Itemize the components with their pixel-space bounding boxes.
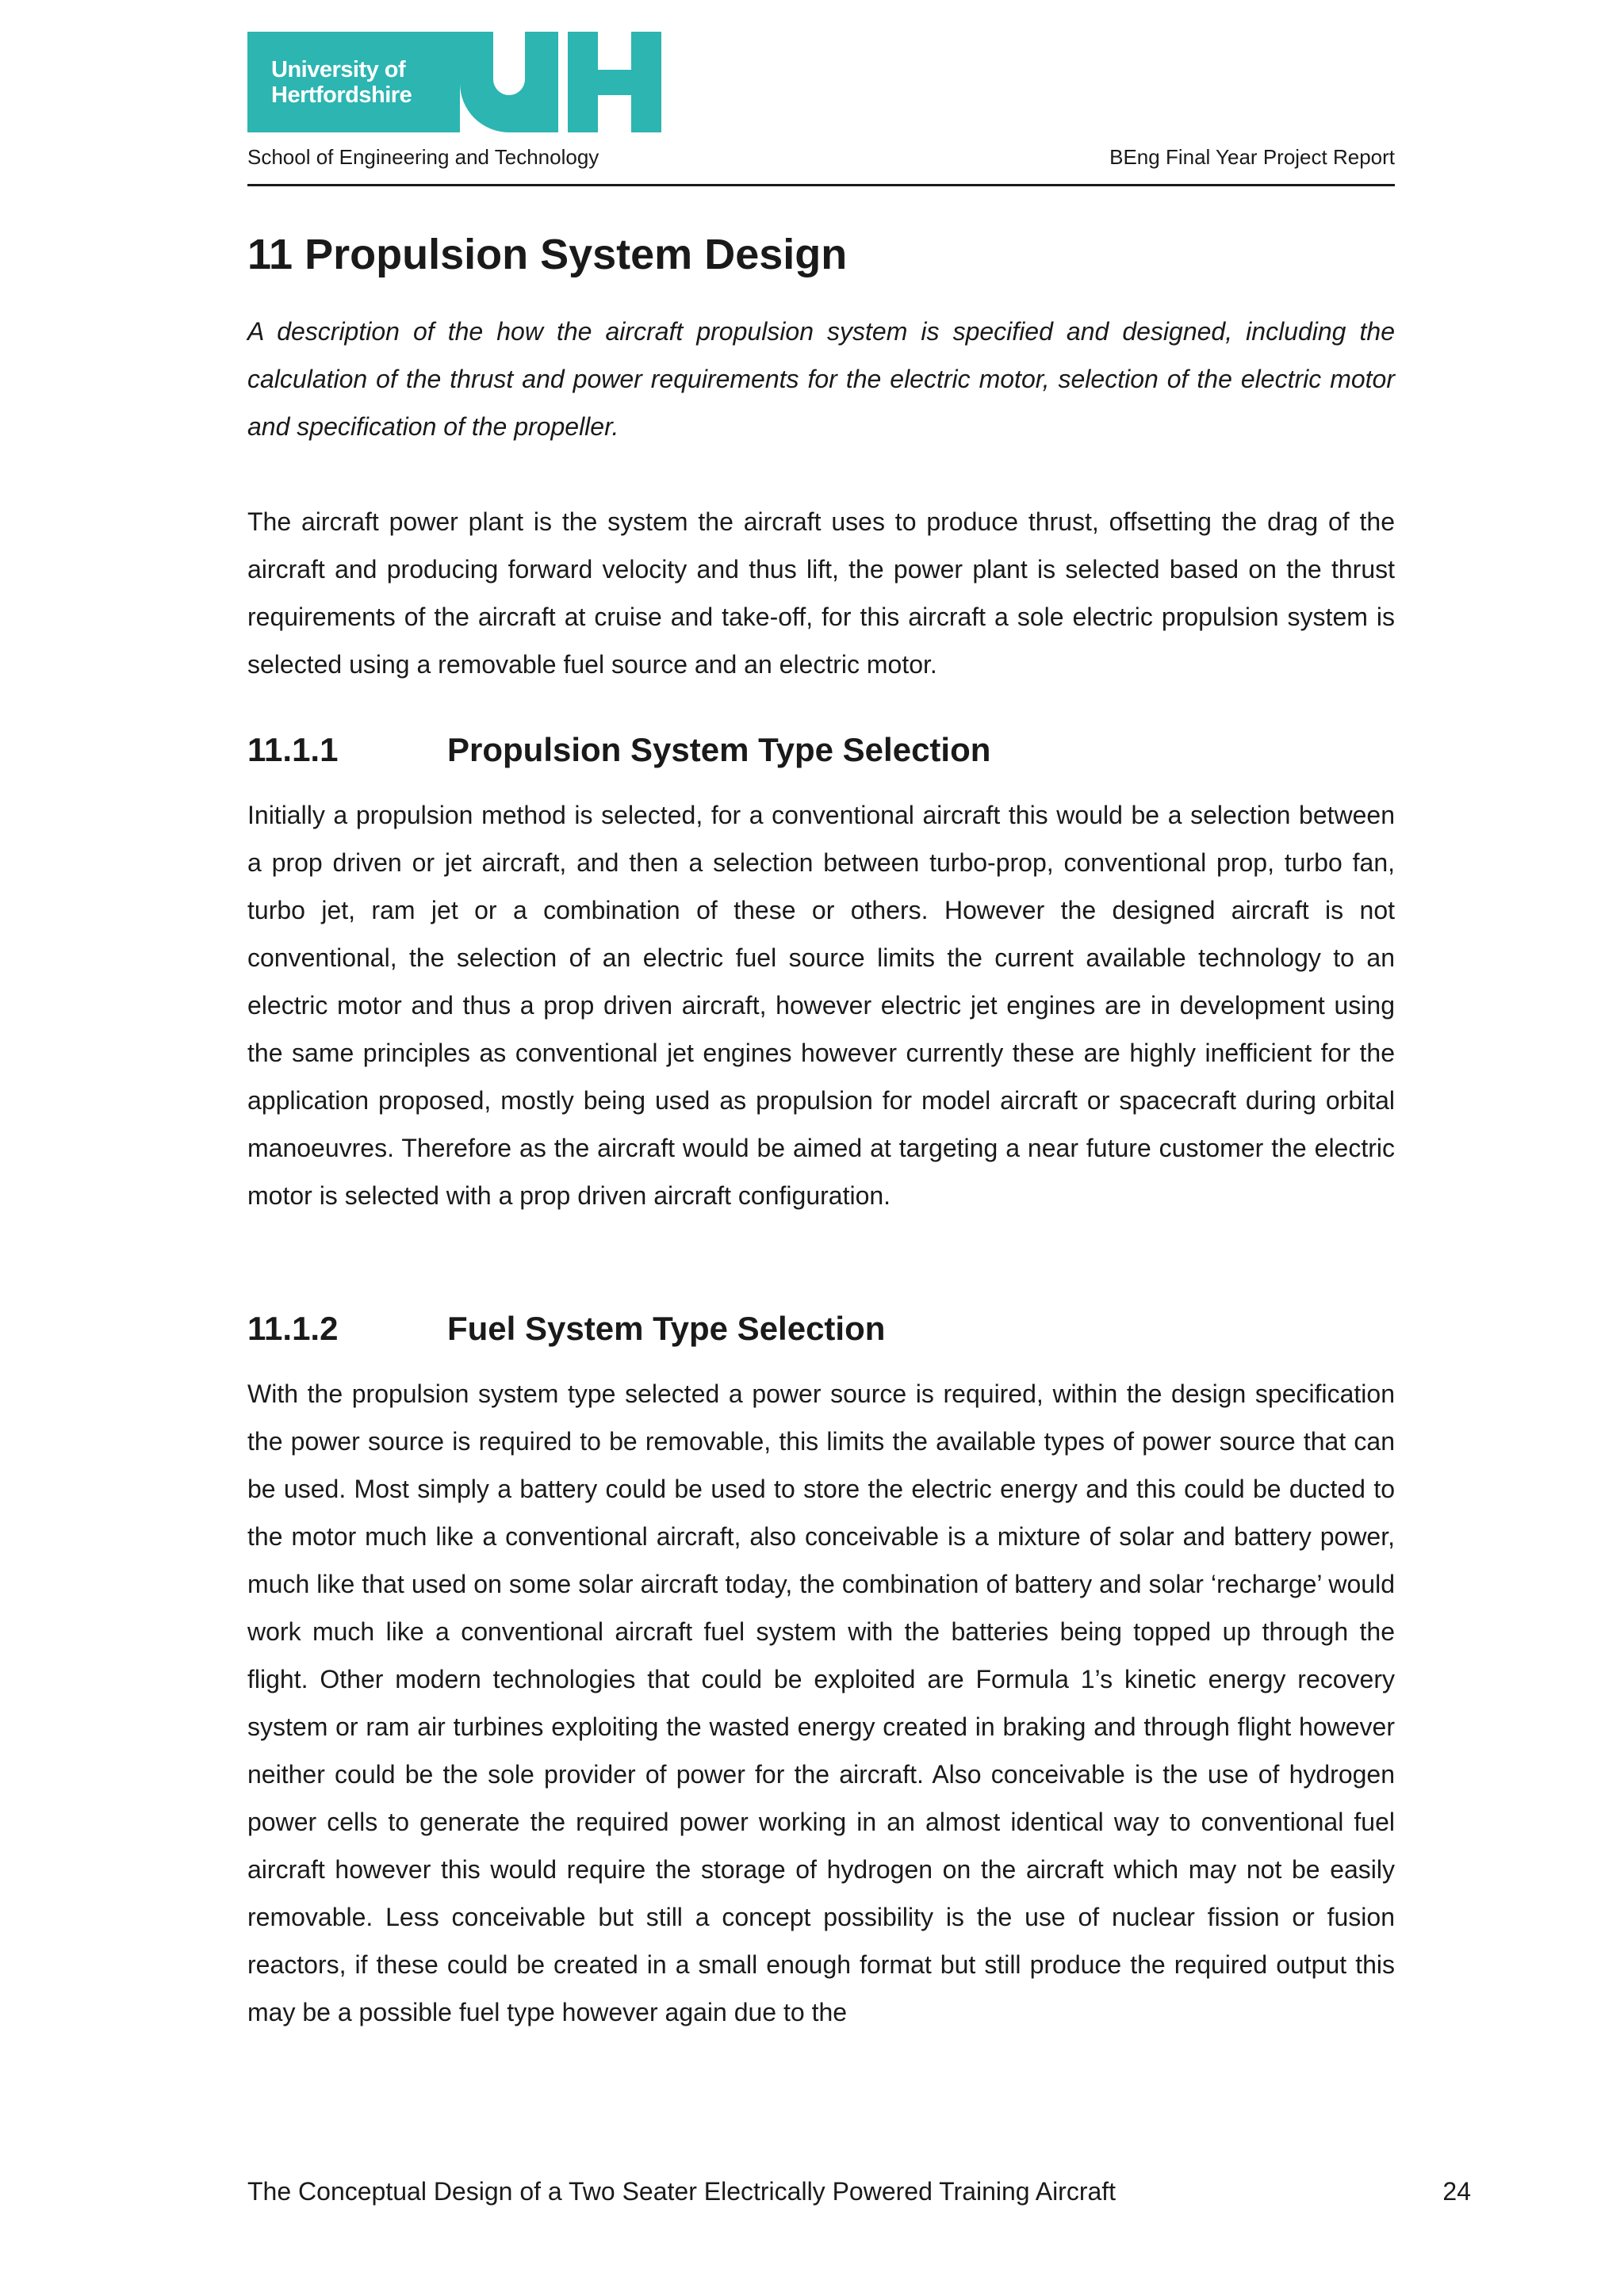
page-number: 24 <box>1442 2177 1471 2206</box>
section-title: Fuel System Type Selection <box>447 1310 886 1347</box>
section-heading-fuel-system <box>247 1307 885 1351</box>
logo-line-1: University of <box>271 57 406 82</box>
logo-line-2: Hertfordshire <box>271 82 412 108</box>
header-report-type: BEng Final Year Project Report <box>1109 145 1395 169</box>
chapter-paragraph: The aircraft power plant is the system the aircraft uses to produce thrust, offsetting the drag of the aircraft and producing forward velocity and thus lift, the power plant is selected based on the thrust requirements of the aircraft at cruise and take-off, for this aircraft a sole electric propulsion system is selected using a removable fuel source and an electric motor. <box>247 507 1395 679</box>
university-logo <box>247 32 661 132</box>
section-number: 11.1.2 <box>247 1310 339 1347</box>
chapter-title: 11 Propulsion System Design <box>247 231 848 278</box>
header-school: School of Engineering and Technology <box>247 145 599 169</box>
section-body-propulsion-type: Initially a propulsion method is selected, for a conventional aircraft this would be a selection between a prop driven or jet aircraft, and then a selection between turbo-prop, conventional prop, turbo fan, turbo jet, ram jet or a combination of these or others. However the designed aircraft is not conventional, the selection of an electric fuel source limits the current available technology to an electric motor and thus a prop driven aircraft, however electric jet engines are in development using the same principles as conventional jet engines however currently these are highly inefficient for the application proposed, mostly being used as propulsion for model aircraft or spacecraft during orbital manoeuvres. Therefore as the aircraft would be aimed at targeting a near future customer the electric motor is selected with a prop driven aircraft configuration. <box>247 801 1395 1210</box>
section-heading-propulsion-type <box>247 728 990 772</box>
logo-text-box <box>247 32 460 132</box>
section-body-fuel-system: With the propulsion system type selected a power source is required, within the design specification the power source is required to be removable, this limits the available types of power source that can be used. Most simply a battery could be used to store the electric energy and this could be ducted to the motor much like a conventional aircraft, also conceivable is a mixture of solar and battery power, much like that used on some solar aircraft today, the combination of battery and solar ‘recharge’ would work much like a conventional aircraft fuel system with the batteries being topped up through the flight. Other modern technologies that could be exploited are Formula 1’s kinetic energy recovery system or ram air turbines exploiting the wasted energy created in braking and through flight however neither could be the sole provider of power for the aircraft. Also conceivable is the use of hydrogen power cells to generate the required power working in an almost identical way to conventional fuel aircraft however this would require the storage of hydrogen on the aircraft which may not be easily removable. Less conceivable but still a concept possibility is the use of nuclear fission or fusion reactors, if these could be created in a small enough format but still produce the required output this may be a possible fuel type however again due to the <box>247 1380 1395 2026</box>
uh-letters-icon <box>460 32 661 132</box>
chapter-intro: A description of the how the aircraft propulsion system is specified and designed, including the calculation of the thrust and power requirements for the electric motor, selection of the electric motor and specification of the propeller. <box>247 317 1395 441</box>
section-number: 11.1.1 <box>247 731 339 768</box>
footer-document-title: The Conceptual Design of a Two Seater Electrically Powered Training Aircraft <box>247 2177 1116 2206</box>
header-divider <box>247 184 1395 186</box>
section-title: Propulsion System Type Selection <box>447 731 991 768</box>
